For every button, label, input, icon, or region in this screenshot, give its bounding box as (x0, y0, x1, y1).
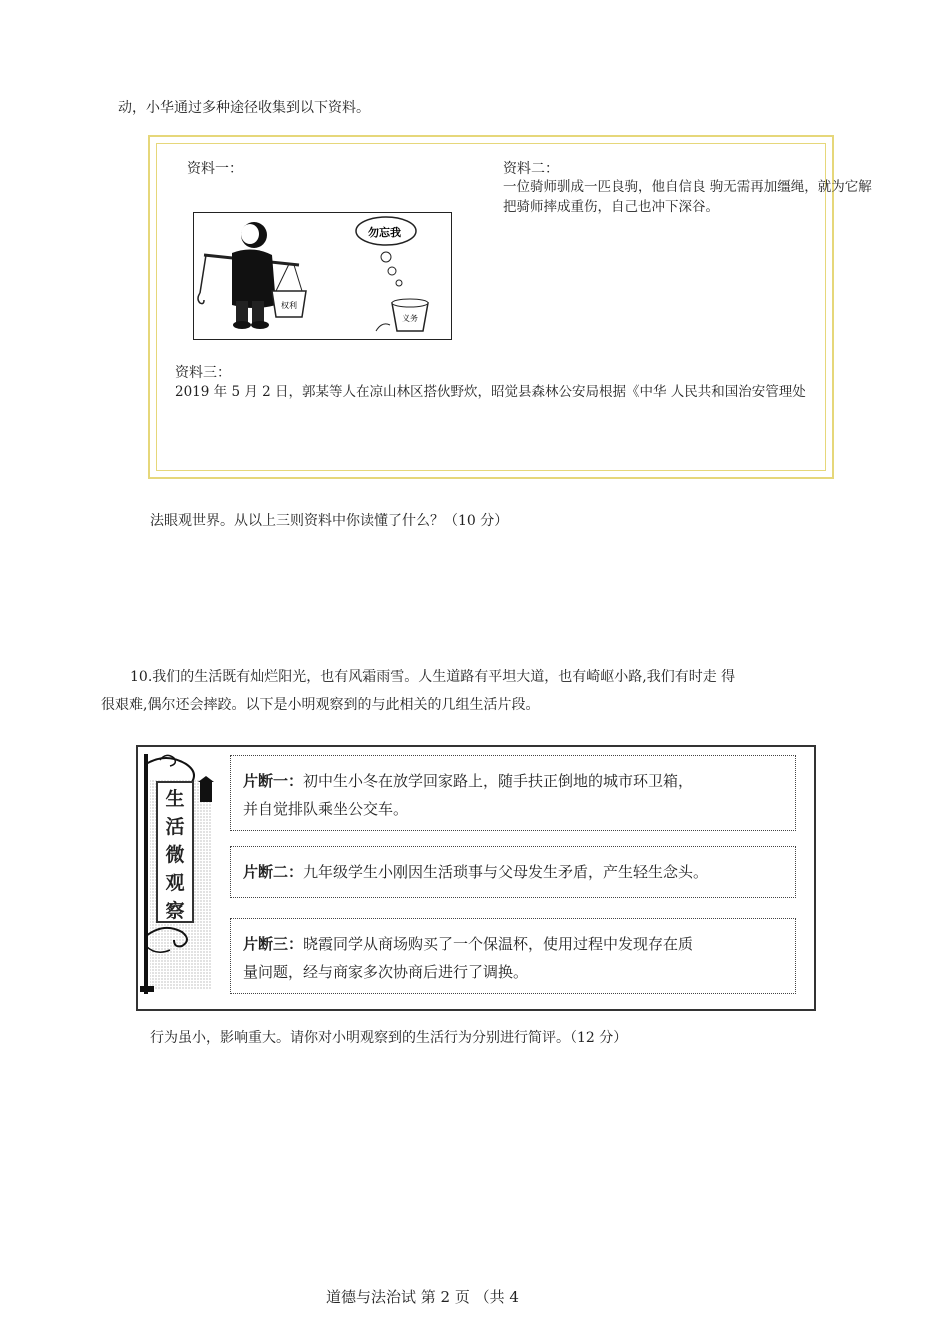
material-3-text: 2019 年 5 月 2 日，郭某等人在凉山林区搭伙野炊，昭觉县森林公安局根据《中华 人民共和国治安管理处 (175, 384, 806, 400)
cartoon-image (193, 212, 452, 340)
fragment-3 (230, 918, 796, 994)
side-title-char: 观 (165, 872, 185, 894)
side-title-char: 察 (165, 900, 185, 922)
intro-line: 动，小华通过多种途径收集到以下资料。 (118, 100, 370, 116)
bucket-right-label: 权利 (281, 301, 297, 310)
fragment-1-line-1: 初中生小冬在放学回家路上，随手扶正倒地的城市环卫箱， (303, 772, 694, 790)
side-title-char: 生 (165, 788, 185, 810)
fragment-2-label: 片断二： (243, 863, 304, 881)
question-9-prompt: 法眼观世界。从以上三则资料中你读懂了什么？（10 分） (150, 513, 509, 529)
material-2-line-1: 一位骑师驯成一匹良驹，他自信良 驹无需再加缰绳，就为它解 (503, 179, 872, 195)
thought-bubble-text: 勿忘我 (368, 226, 401, 239)
fragment-1-label: 片断一： (243, 772, 304, 790)
side-title-char: 活 (165, 816, 185, 838)
fragment-1 (230, 755, 796, 831)
material-2-label: 资料二： (503, 161, 559, 177)
page-footer: 道德与法治试 第 2 页 （共 4 (326, 1288, 519, 1306)
cartoon-drawing (194, 213, 453, 341)
material-3-label: 资料三： (175, 365, 231, 381)
question-10-line-1: 10.我们的生活既有灿烂阳光，也有风霜雨雪。人生道路有平坦大道，也有崎岖小路,我们有时走 得 (130, 669, 736, 685)
material-2-line-2: 把骑师摔成重伤，自己也冲下深谷。 (503, 199, 719, 215)
fragment-2-line-1: 九年级学生小刚因生活琐事与父母发生矛盾，产生轻生念头。 (303, 863, 709, 881)
question-10-line-2: 很艰难,偶尔还会摔跤。以下是小明观察到的与此相关的几组生活片段。 (101, 697, 540, 713)
fragment-2 (230, 846, 796, 898)
side-title-char: 微 (165, 844, 185, 866)
side-title (156, 781, 194, 923)
fragment-3-label: 片断三： (243, 935, 304, 953)
material-1-label: 资料一： (187, 161, 243, 177)
fragment-3-line-1: 晓霞同学从商场购买了一个保温杯，使用过程中发现存在质 (303, 935, 694, 953)
fragment-1-line-2: 并自觉排队乘坐公交车。 (243, 800, 409, 818)
fragment-3-line-2: 量问题，经与商家多次协商后进行了调换。 (243, 963, 529, 981)
question-10-prompt: 行为虽小，影响重大。请你对小明观察到的生活行为分别进行简评。（12 分） (150, 1030, 628, 1046)
footer-clip (0, 1276, 950, 1344)
bucket-duty-label: 义务 (402, 314, 418, 323)
